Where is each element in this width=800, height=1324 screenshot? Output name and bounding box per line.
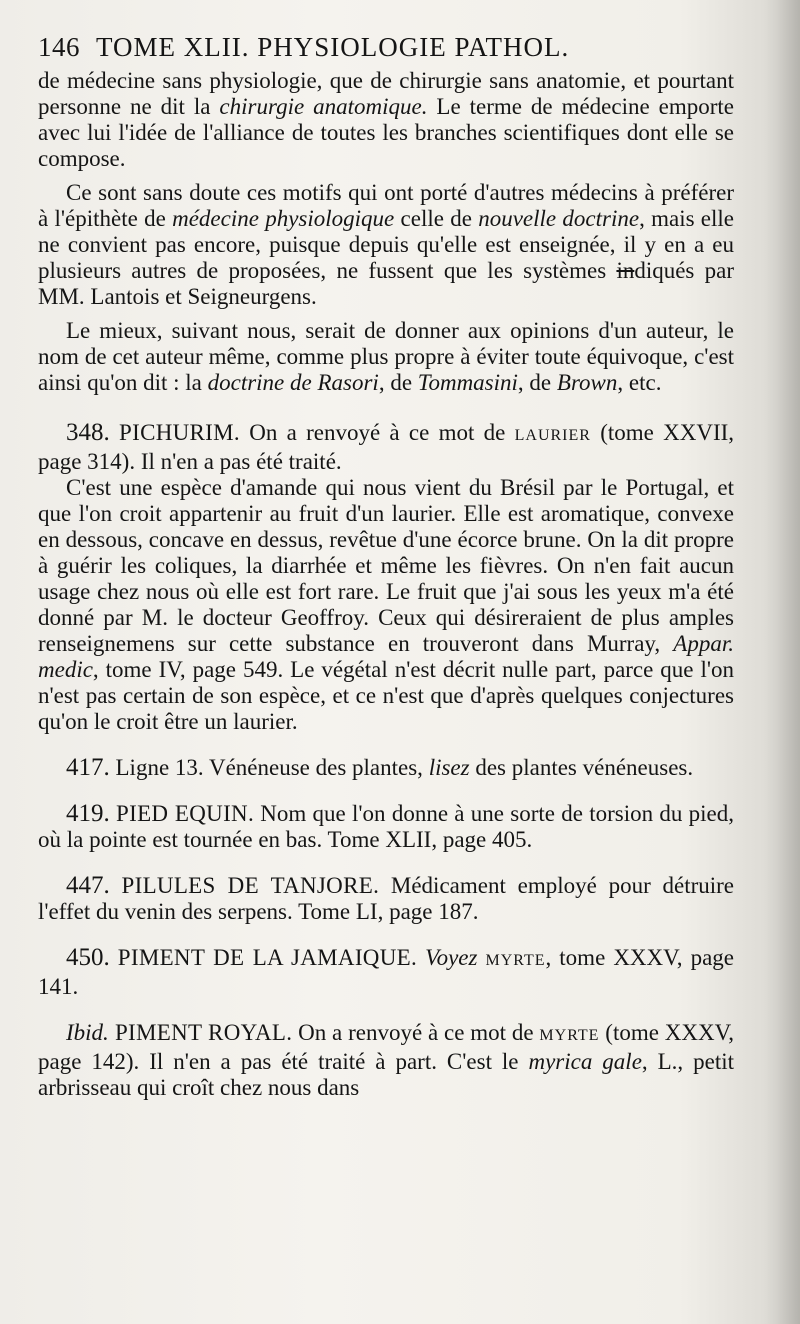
entry-heading: PIMENT DE LA JAMAIQUE. — [117, 945, 418, 970]
entry-419-pied-equin: 419. PIED EQUIN. Nom que l'on donne à une sorte de torsion du pied, où la pointe est tournée en bas. Tome XLII, page 405. — [38, 800, 734, 852]
cross-reference: LAURIER — [514, 427, 591, 444]
entry-number: 447. — [66, 872, 110, 899]
running-title: TOME XLII. PHYSIOLOGIE PATHOL. — [96, 32, 570, 62]
entry-number: 450. — [66, 944, 110, 971]
paragraph-doctrine-names: Le mieux, suivant nous, serait de donner aux opinions d'un auteur, le nom de cet auteur même, comme plus propre à éviter toute équivoque, c'est ainsi qu'on dit : la doctrine de Rasori, de Tommasini, de Brown, etc. — [38, 318, 734, 395]
entry-450-piment-de-la-jamaique: 450. PIMENT DE LA JAMAIQUE. Voyez MYRTE, tome XXXV, page 141. — [38, 944, 734, 999]
paragraph-nouvelle-doctrine: Ce sont sans doute ces motifs qui ont porté d'autres médecins à préférer à l'épithète de médecine physiologique celle de nouvelle doctrine, mais elle ne convient pas encore, puisque depuis qu'elle est enseignée, il y en a eu plusieurs autres de proposées, ne fussent que les systèmes indiqués par MM. Lantois et Seigneurgens. — [38, 180, 735, 309]
entry-number: 348. — [66, 419, 110, 446]
entry-348-pichurim: 348. PICHURIM. On a renvoyé à ce mot de LAURIER (tome XXVII, page 314). Il n'en a pas été traité. — [38, 419, 735, 474]
entry-447-pilules-de-tanjore: 447. PILULES DE TANJORE. Médicament employé pour détruire l'effet du venin des serpens. Tome LI, page 187. — [38, 872, 735, 924]
entry-ibid-piment-royal: Ibid. PIMENT ROYAL. On a renvoyé à ce mot de MYRTE (tome XXXV, page 142). Il n'en a pas été traité à part. C'est le myrica gale, L., petit arbrisseau qui croît chez nous dans — [38, 1020, 735, 1100]
cross-reference: MYRTE — [485, 952, 546, 969]
entry-number: 419. — [66, 800, 110, 827]
entry-number: 417. — [66, 754, 110, 781]
entry-417-correction: 417. Ligne 13. Vénéneuse des plantes, lisez des plantes vénéneuses. — [66, 754, 694, 781]
entry-348-body: C'est une espèce d'amande qui nous vient du Brésil par le Portugal, et que l'on croit appartenir au fruit d'un laurier. Elle est aromatique, convexe en dessous, concave en dessus, revêtue d'une écorce brune. On la dit propre à guérir les coliques, la diarrhée et même les fièvres. On n'en fait aucun usage chez nous où elle est fort rare. Le fruit que j'ai sous les yeux m'a été donné par M. le docteur Geoffroy. Ceux qui désireraient de plus amples renseignemens sur cette substance en trouveront dans Murray, Appar. medic, tome IV, page 549. Le végétal n'est décrit nulle part, parce que l'on n'est pas certain de son espèce, et ce n'est que d'après quelques conjectures qu'on le croit être un laurier. — [38, 475, 734, 734]
running-header — [38, 30, 734, 64]
page-number: 146 — [38, 32, 80, 62]
ibid-label: Ibid. — [66, 1020, 109, 1045]
entry-heading: PILULES DE TANJORE. — [121, 873, 380, 898]
struck-text: in — [616, 258, 635, 283]
entry-heading: PIED EQUIN. — [116, 801, 254, 826]
paragraph-continuation: de médecine sans physiologie, que de chirurgie sans anatomie, et pourtant personne ne dit la chirurgie anatomique. Le terme de médecine emporte avec lui l'idée de l'alliance de toutes les branches scientifiques dont elle se compose. — [38, 68, 735, 171]
entry-heading: PIMENT ROYAL. — [108, 1020, 293, 1045]
entry-heading: PICHURIM. — [119, 420, 240, 445]
cross-reference: MYRTE — [539, 1027, 600, 1044]
